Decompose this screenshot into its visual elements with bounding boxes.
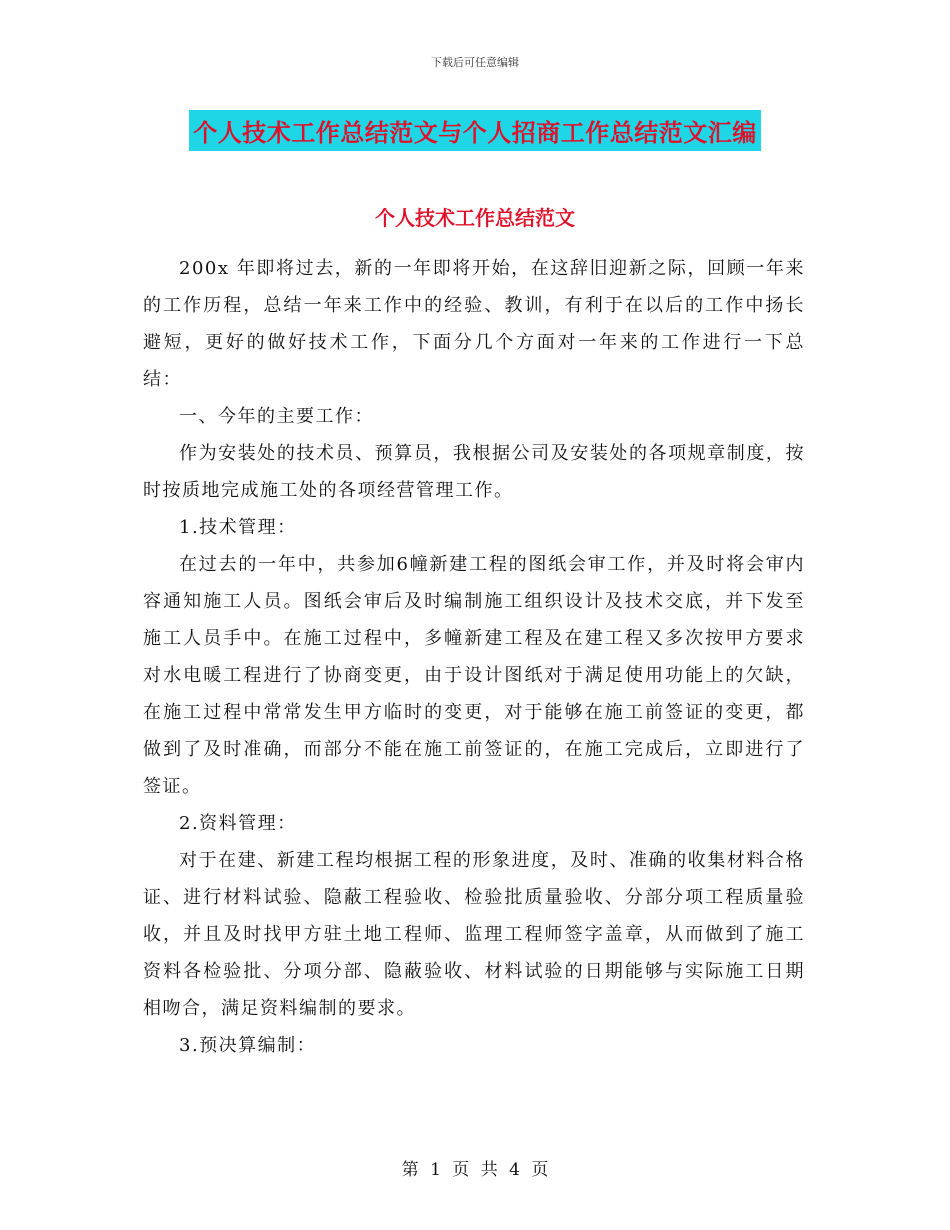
heading-main-work: 一、今年的主要工作： (179, 406, 374, 427)
heading-tech-management: 1.技术管理： (179, 517, 297, 538)
paragraph-tech-management: 在过去的一年中，共参加6幢新建工程的图纸会审工作，并及时将会审内容通知施工人员。图纸会审后及时编制施工组织设计及技术交底，并下发至施工人员手中。在施工过程中，多幢新建工程及在建工程又多次按甲方要求对水电暖工程进行了协商变更，由于设计图纸对于满足使用功能上的欠缺，在施工过程中常常发生甲方临时的变更，对于能够在施工前签证的变更，都做到了及时准确，而部分不能在施工前签证的，在施工完成后，立即进行了签证。 (143, 554, 805, 797)
main-title: 个人技术工作总结范文与个人招商工作总结范文汇编 (189, 110, 761, 151)
body-text (143, 250, 805, 1064)
section-title: 个人技术工作总结范文 (375, 206, 575, 230)
paragraph-role: 作为安装处的技术员、预算员，我根据公司及安装处的各项规章制度，按时按质地完成施工处的各项经营管理工作。 (143, 443, 805, 501)
main-title-wrap (0, 110, 950, 151)
header-note: 下载后可任意编辑 (431, 56, 519, 69)
heading-data-management: 2.资料管理： (179, 813, 297, 834)
page-footer: 第 1 页 共 4 页 (401, 1160, 549, 1180)
paragraph-intro: 200x 年即将过去，新的一年即将开始，在这辞旧迎新之际，回顾一年来的工作历程，总结一年来工作中的经验、教训，有利于在以后的工作中扬长避短，更好的做好技术工作，下面分几个方面对一年来的工作进行一下总结： (143, 258, 805, 390)
paragraph-data-management: 对于在建、新建工程均根据工程的形象进度，及时、准确的收集材料合格证、进行材料试验、隐蔽工程验收、检验批质量验收、分部分项工程质量验收，并且及时找甲方驻土地工程师、监理工程师签字盖章，从而做到了施工资料各检验批、分项分部、隐蔽验收、材料试验的日期能够与实际施工日期相吻合，满足资料编制的要求。 (143, 850, 805, 1019)
heading-budget: 3.预决算编制： (179, 1035, 317, 1056)
